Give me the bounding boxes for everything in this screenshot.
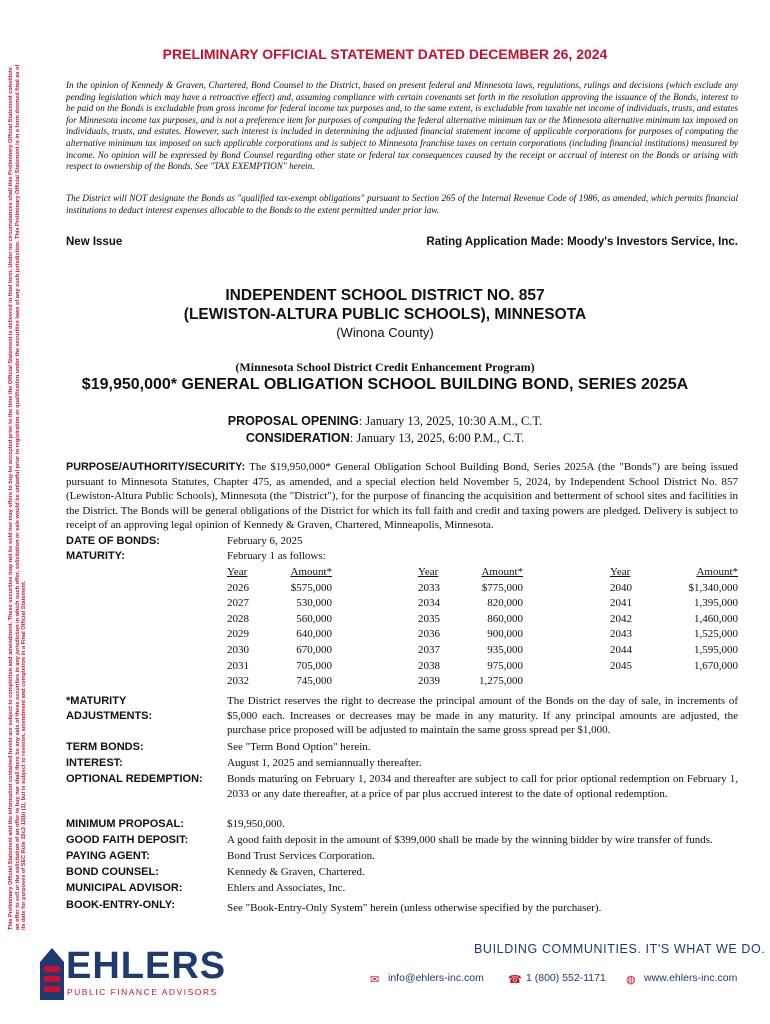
footer-phone-text: 1 (800) 552-1171: [526, 972, 606, 984]
new-issue-label: New Issue: [66, 236, 123, 248]
paying-agent-value: Bond Trust Services Corporation.: [227, 850, 375, 862]
maturity-adjustments-label-line1: *MATURITY: [66, 695, 127, 707]
maturity-label: MATURITY:: [66, 550, 125, 562]
footer-web[interactable]: [626, 972, 737, 984]
maturity-year: 2043: [610, 628, 632, 641]
maturity-amount: 640,000: [296, 628, 332, 641]
term-bonds-label: TERM BONDS:: [66, 741, 144, 753]
issuer-county: (Winona County): [336, 325, 434, 340]
footer-email-text: info@ehlers-inc.com: [388, 972, 484, 984]
consideration-label: CONSIDERATION: [245, 431, 350, 445]
maturity-amount: 975,000: [487, 659, 523, 672]
maturity-adjustments-label-line2: ADJUSTMENTS:: [66, 709, 153, 722]
maturity-amount: 1,670,000: [694, 659, 738, 672]
proposal-opening-value: : January 13, 2025, 10:30 A.M., C.T.: [358, 414, 543, 428]
issuer-name: INDEPENDENT SCHOOL DISTRICT NO. 857: [225, 287, 545, 304]
proposal-opening: [0, 414, 770, 429]
maturity-amount: 1,595,000: [694, 644, 738, 656]
interest-value: August 1, 2025 and semiannually thereafter.: [227, 757, 422, 769]
consideration: [0, 431, 770, 446]
maturity-amount: $1,340,000: [688, 581, 738, 594]
maturity-year: 2032: [227, 675, 249, 688]
maturity-year: 2040: [610, 581, 632, 594]
book-entry-only-label: BOOK-ENTRY-ONLY:: [66, 899, 175, 911]
maturity-year: 2044: [610, 644, 632, 656]
maturity-year: 2036: [418, 628, 440, 641]
maturity-year: 2037: [418, 644, 440, 656]
year-header: Year: [610, 566, 631, 578]
footer-tagline: BUILDING COMMUNITIES. IT'S WHAT WE DO.: [474, 942, 766, 956]
consideration-value: : January 13, 2025, 6:00 P.M., C.T.: [349, 431, 525, 445]
maturity-amount: 670,000: [296, 644, 332, 656]
maturity-amount: 1,525,000: [694, 628, 738, 641]
year-header: Year: [418, 566, 439, 578]
rating-label: Rating Application Made: Moody's Investors Service, Inc.: [426, 236, 738, 248]
maturity-year: 2026: [227, 581, 249, 594]
maturity-adjustments-value: The District reserves the right to decrease the principal amount of the Bonds on the day of sale, in increments of $5,000 each. Increases or decreases may be made in any maturity. If any principal amounts are adjusted, the purchase price proposed will be adjusted to maintain the same gross spread per $1,000.: [227, 695, 738, 737]
maturity-year: 2035: [418, 612, 440, 625]
issuer-subname: (LEWISTON-ALTURA PUBLIC SCHOOLS), MINNESOTA: [183, 306, 587, 323]
footer-web-text: www.ehlers-inc.com: [644, 972, 738, 984]
preliminary-heading: PRELIMINARY OFFICIAL STATEMENT DATED DECEMBER 26, 2024: [162, 46, 608, 62]
minimum-proposal-value: $19,950,000.: [227, 818, 285, 830]
envelope-icon: ✉: [370, 973, 380, 986]
footer-phone[interactable]: [508, 972, 606, 984]
date-of-bonds-value: February 6, 2025: [227, 535, 303, 547]
municipal-advisor-value: Ehlers and Associates, Inc.: [227, 882, 346, 894]
maturity-amount: 820,000: [487, 597, 523, 610]
bond-counsel-value: Kennedy & Graven, Chartered.: [227, 866, 365, 878]
year-header: Year: [227, 566, 248, 578]
maturity-year: 2028: [227, 612, 249, 625]
optional-redemption-value: Bonds maturing on February 1, 2034 and thereafter are subject to call for prior optional redemption on February 1, 2033 or any date thereafter, at a price of par plus accrued interest to the date of optional redemption.: [227, 773, 738, 800]
maturity-amount: 935,000: [487, 644, 523, 656]
footer-email[interactable]: [370, 972, 484, 984]
maturity-amount: 745,000: [296, 675, 332, 688]
legal-side-note: This Preliminary Official Statement and the information contained herein are subject to completion and amendment. These securities may not be sold nor may offers to buy be accepted prior to the time the Official Statement is delivered in final form. Under no circumstances shall this Preliminary Official Statement constitute an offer to sell or the solicitation of an offer to buy nor shall there be any sale of these securities in any jurisdiction in which such offer, solicitation or sale would be unlawful prior to registration or qualification under the securities laws of any such jurisdiction. This Preliminary Official Statement is in a form deemed final as of its date for purposes of SEC Rule 15c2-12(b) (1), but is subject to revision, amendment and completion in a Final Official Statement.: [8, 64, 28, 930]
maturity-amount: 1,275,000: [479, 675, 523, 688]
globe-icon: ◍: [626, 973, 636, 986]
optional-redemption-label: OPTIONAL REDEMPTION:: [66, 773, 203, 785]
maturity-amount: 705,000: [296, 659, 332, 672]
maturity-year: 2033: [418, 581, 440, 594]
maturity-year: 2027: [227, 597, 249, 610]
not-qualified-paragraph: The District will NOT designate the Bonds as "qualified tax-exempt obligations" pursuant to Section 265 of the Internal Revenue Code of 1986, as amended, which permits financial institutions to deduct interest expenses allocable to the Bonds to the extent permitted under prior law.: [66, 193, 738, 215]
maturity-year: 2039: [418, 675, 440, 688]
book-entry-only-value: See "Book-Entry-Only System" herein (unless otherwise specified by the purchaser).: [227, 902, 602, 914]
tax-opinion-paragraph: In the opinion of Kennedy & Graven, Chartered, Bond Counsel to the District, based on present federal and Minnesota laws, regulations, rulings and decisions (which exclude any pending legislation which may have a retroactive effect) and, assuming compliance with certain covenants set forth in the resolution approving the issuance of the Bonds, interest to be paid on the Bonds is excludable from gross income for federal income tax purposes and, to the same extent, is excludable from taxable net income of individuals, trusts, and estates for Minnesota income tax purposes, and is not a preference item for purposes of computing the federal alternative minimum tax or the Minnesota alternative minimum tax imposed on individuals, trusts, and estates. However, such interest is included in determining the adjusted financial statement income of applicable corporations for purposes of computing the alternative minimum tax imposed on such applicable corporations and is subject to Minnesota franchise taxes on certain corporations (including financial institutions) measured by income. No opinion will be expressed by Bond Counsel regarding other state or federal tax consequences caused by the receipt or accrual of interest on the Bonds or arising with respect to ownership of the Bonds. See "TAX EXEMPTION" herein.: [66, 80, 738, 172]
maturity-year: 2029: [227, 628, 249, 641]
maturity-year: 2038: [418, 659, 440, 672]
maturity-year: 2034: [418, 597, 440, 610]
ehlers-logo-subtitle: PUBLIC FINANCE ADVISORS: [67, 987, 218, 997]
amount-header: Amount*: [696, 566, 738, 578]
maturity-amount: 560,000: [296, 612, 332, 625]
maturity-year: 2042: [610, 612, 632, 625]
interest-label: INTEREST:: [66, 757, 123, 769]
amount-header: Amount*: [481, 566, 523, 578]
maturity-amount: 860,000: [487, 612, 523, 625]
purpose-text: The $19,950,000* General Obligation School Building Bond, Series 2025A (the "Bonds") are being issued pursuant to Minnesota Statutes, Chapter 475, as amended, and a special election held November 5, 2024, by Independent School District No. 857 (Lewiston-Altura Public Schools), Minnesota (the "District"), for the purpose of financing the acquisition and betterment of school sites and facilities in the District. The Bonds will be general obligations of the District for which its full faith and credit and taxing powers are pledged. Delivery is subject to receipt of an approving legal opinion of Kennedy & Graven, Chartered, Minneapolis, Minnesota.: [66, 461, 738, 532]
maturity-amount: $575,000: [290, 581, 332, 594]
issue-row: [66, 236, 738, 248]
purpose-label: PURPOSE/AUTHORITY/SECURITY:: [66, 461, 246, 473]
amount-header: Amount*: [290, 566, 332, 578]
good-faith-deposit-label: GOOD FAITH DEPOSIT:: [66, 834, 189, 846]
maturity-amount: 530,000: [296, 597, 332, 610]
paying-agent-label: PAYING AGENT:: [66, 850, 150, 862]
date-of-bonds-label: DATE OF BONDS:: [66, 535, 160, 547]
maturity-amount: $775,000: [481, 581, 523, 594]
maturity-year: 2041: [610, 597, 632, 610]
minimum-proposal-label: MINIMUM PROPOSAL:: [66, 818, 184, 830]
maturity-value: February 1 as follows:: [227, 550, 326, 562]
maturity-year: 2030: [227, 644, 249, 656]
maturity-amount: 900,000: [487, 628, 523, 641]
maturity-amount: 1,395,000: [694, 597, 738, 610]
bond-title: $19,950,000* GENERAL OBLIGATION SCHOOL BUILDING BOND, SERIES 2025A: [81, 376, 689, 393]
maturity-amount: 1,460,000: [694, 612, 738, 625]
maturity-year: 2045: [610, 659, 632, 672]
municipal-advisor-label: MUNICIPAL ADVISOR:: [66, 882, 183, 894]
phone-icon: ☎: [508, 973, 522, 986]
maturity-adjustments-label: [66, 694, 152, 723]
bond-counsel-label: BOND COUNSEL:: [66, 866, 159, 878]
purpose-paragraph: [66, 460, 738, 533]
proposal-opening-label: PROPOSAL OPENING: [227, 414, 359, 428]
maturity-year: 2031: [227, 659, 249, 672]
good-faith-deposit-value: A good faith deposit in the amount of $399,000 shall be made by the winning bidder by wire transfer of funds.: [227, 834, 713, 846]
program-name: (Minnesota School District Credit Enhancement Program): [235, 360, 535, 374]
term-bonds-value: See "Term Bond Option" herein.: [227, 741, 371, 753]
ehlers-logo-text: EHLERS: [66, 945, 227, 987]
